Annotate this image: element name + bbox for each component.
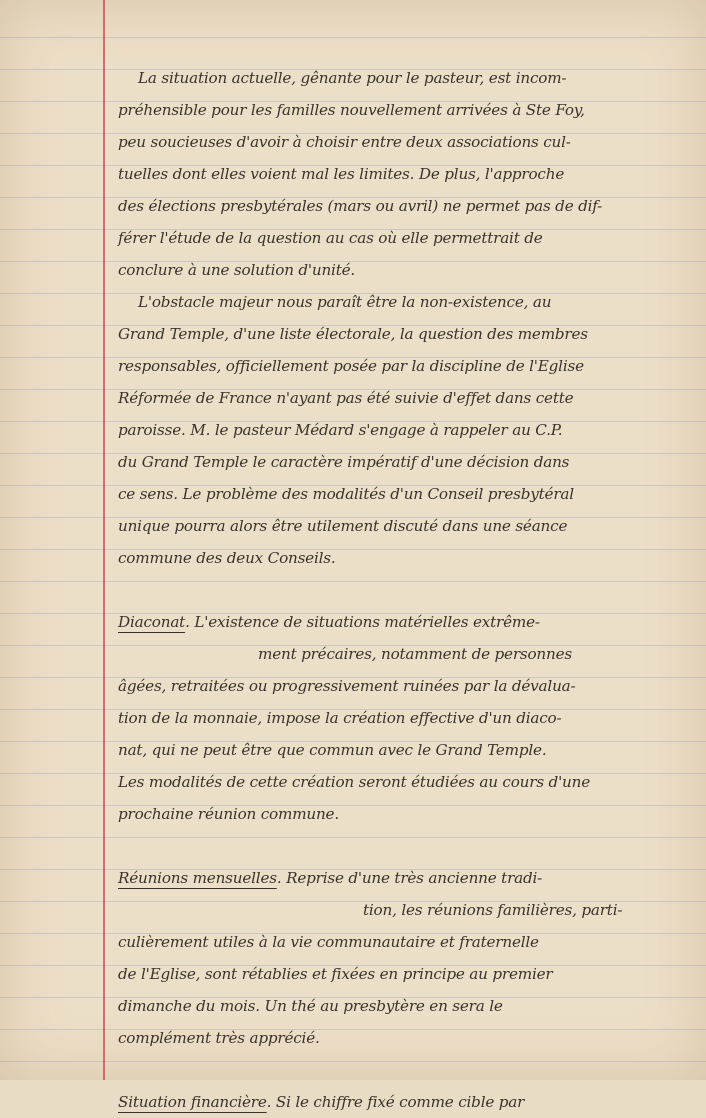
margin-rule (103, 0, 105, 1080)
line-text: du Grand Temple le caractère impératif d'une décision dans (118, 453, 570, 471)
text-line (118, 350, 693, 382)
text-line (118, 862, 693, 894)
line-text: responsables, officiellement posée par la discipline de l'Eglise (118, 357, 584, 375)
section-heading: Situation financière (118, 1093, 267, 1111)
line-text: . Reprise d'une très ancienne tradi- (276, 869, 543, 887)
line-text: culièrement utiles à la vie communautaire et fraternelle (118, 933, 539, 951)
line-text: Grand Temple, d'une liste électorale, la question des membres (118, 325, 588, 343)
line-text: de l'Eglise, sont rétablies et fixées en principe au premier (118, 965, 553, 983)
line-text: complément très apprécié. (118, 1029, 320, 1047)
text-line (118, 542, 693, 574)
text-line (118, 286, 693, 318)
text-line (118, 62, 693, 94)
line-text: . Si le chiffre fixé comme cible par (266, 1093, 525, 1111)
text-line (118, 702, 693, 734)
line-text: ment précaires, notamment de personnes (258, 645, 572, 663)
handwritten-text-block (118, 62, 693, 1118)
section-heading: Réunions mensuelles (118, 869, 277, 887)
text-line (118, 606, 693, 638)
line-text: âgées, retraitées ou progressivement ruinées par la dévalua- (118, 677, 576, 695)
text-line (118, 670, 693, 702)
line-text: commune des deux Conseils. (118, 549, 336, 567)
line-text: tion de la monnaie, impose la création effective d'un diaco- (118, 709, 562, 727)
line-text: des élections presbytérales (mars ou avril) ne permet pas de dif- (118, 197, 603, 215)
line-text: tuelles dont elles voient mal les limites. De plus, l'approche (118, 165, 565, 183)
text-line (118, 382, 693, 414)
line-text: dimanche du mois. Un thé au presbytère en sera le (118, 997, 503, 1015)
text-line (118, 158, 693, 190)
text-line (118, 126, 693, 158)
text-line (118, 94, 693, 126)
text-line (118, 766, 693, 798)
text-line (118, 798, 693, 830)
line-text: ce sens. Le problème des modalités d'un Conseil presbytéral (118, 485, 574, 503)
line-text: L'obstacle majeur nous paraît être la non-existence, au (138, 293, 552, 311)
text-line (118, 318, 693, 350)
line-text: nat, qui ne peut être que commun avec le Grand Temple. (118, 741, 547, 759)
text-line (118, 510, 693, 542)
blank-line (118, 574, 693, 606)
blank-line (118, 830, 693, 862)
text-line (118, 1086, 693, 1118)
blank-line (118, 1054, 693, 1086)
text-line (118, 894, 693, 926)
line-text: férer l'étude de la question au cas où elle permettrait de (118, 229, 543, 247)
line-text: prochaine réunion commune. (118, 805, 339, 823)
line-text: Réformée de France n'ayant pas été suivie d'effet dans cette (118, 389, 574, 407)
line-text: Les modalités de cette création seront étudiées au cours d'une (118, 773, 590, 791)
line-text: La situation actuelle, gênante pour le pasteur, est incom- (138, 69, 567, 87)
line-text: préhensible pour les familles nouvellement arrivées à Ste Foy, (118, 101, 585, 119)
text-line (118, 222, 693, 254)
line-text: paroisse. M. le pasteur Médard s'engage à rappeler au C.P. (118, 421, 563, 439)
text-line (118, 734, 693, 766)
text-line (118, 990, 693, 1022)
line-text: peu soucieuses d'avoir à choisir entre deux associations cul- (118, 133, 571, 151)
text-line (118, 478, 693, 510)
line-text: unique pourra alors être utilement discuté dans une séance (118, 517, 568, 535)
line-text: tion, les réunions familières, parti- (363, 901, 623, 919)
text-line (118, 638, 693, 670)
text-line (118, 446, 693, 478)
line-text: . L'existence de situations matérielles extrême- (185, 613, 540, 631)
text-line (118, 414, 693, 446)
text-line (118, 254, 693, 286)
text-line (118, 190, 693, 222)
text-line (118, 958, 693, 990)
text-line (118, 926, 693, 958)
section-heading: Diaconat (118, 613, 186, 631)
text-line (118, 1022, 693, 1054)
line-text: conclure à une solution d'unité. (118, 261, 356, 279)
